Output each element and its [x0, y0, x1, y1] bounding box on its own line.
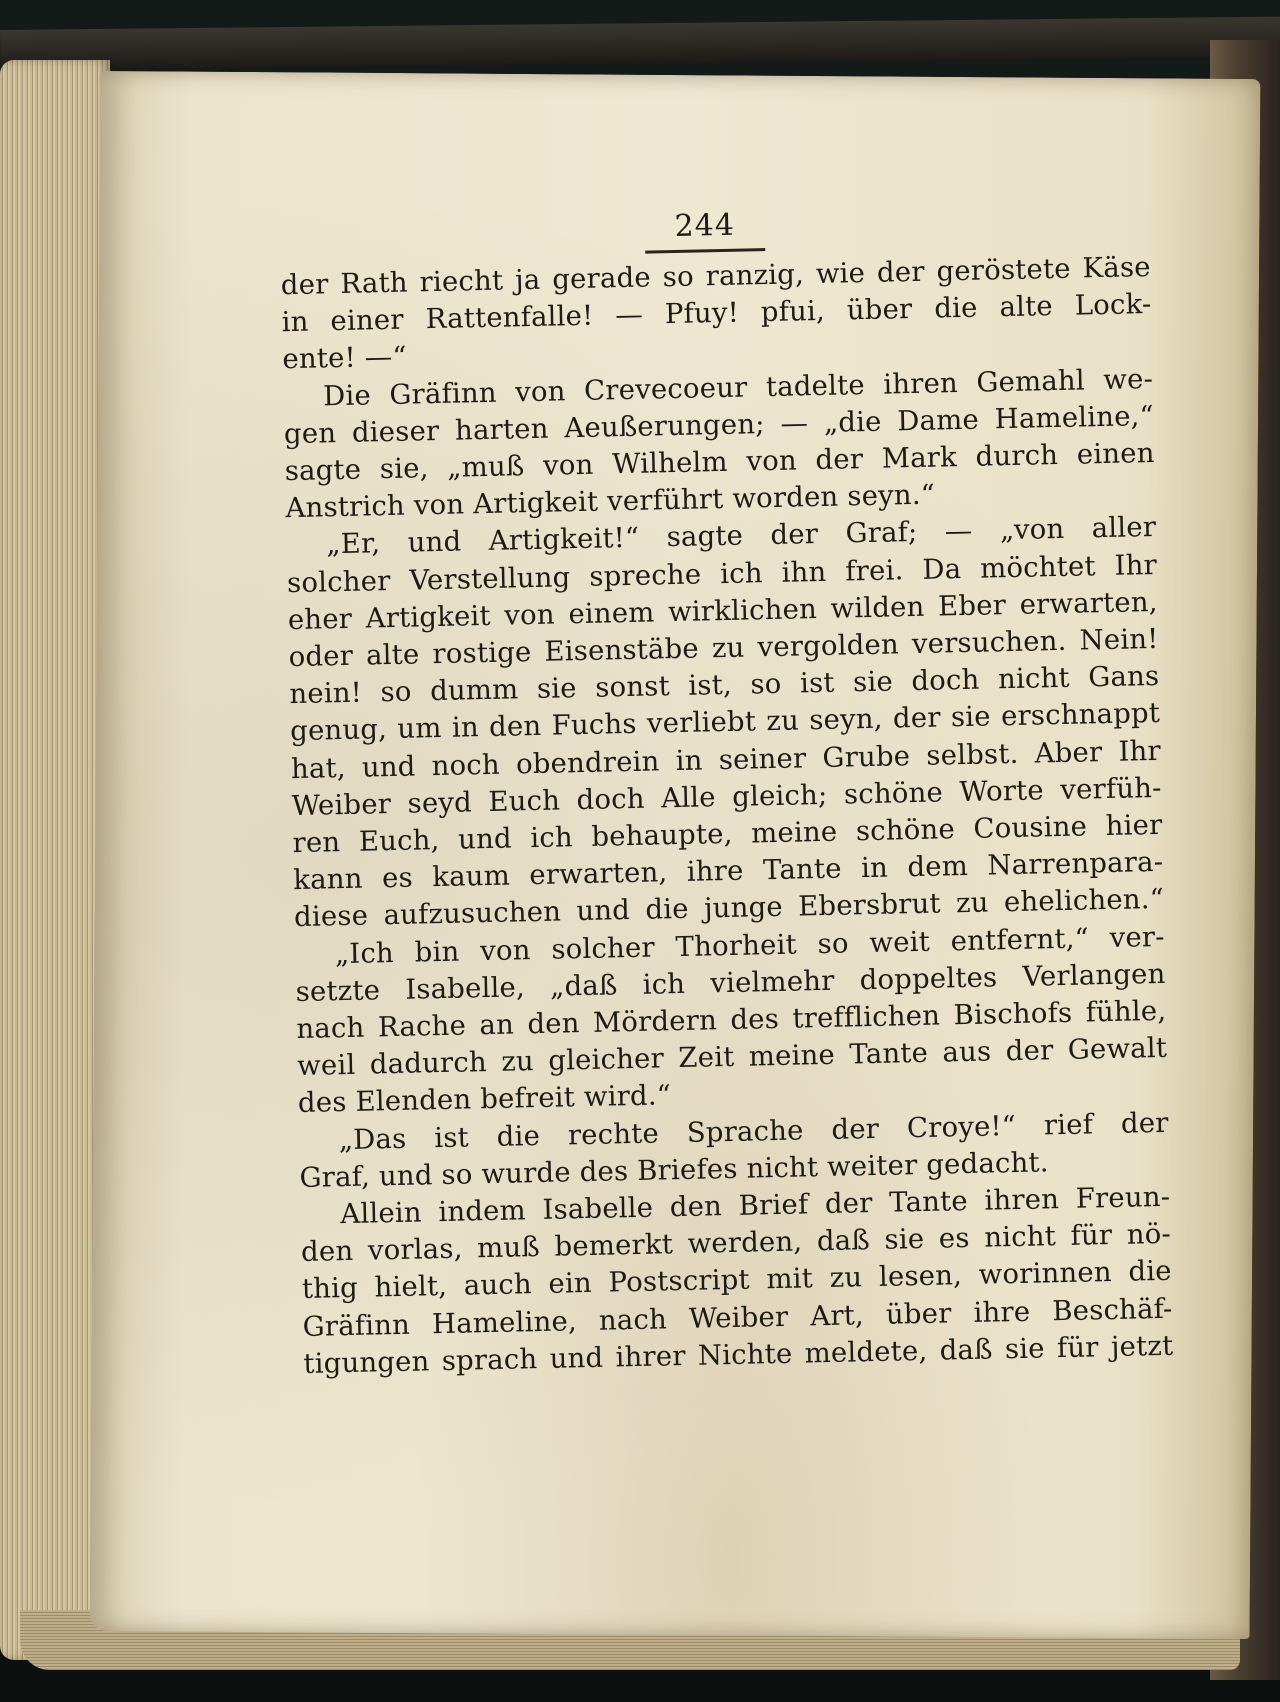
text-line: ente! —“: [282, 340, 407, 376]
text-line: der Rath riecht ja gerade so ranzig, wie der geröstete Käse: [280, 250, 1152, 302]
text-line: hat, und noch obendrein in seiner Grube selbst. Aber Ihr: [290, 734, 1162, 785]
page-number: 244: [644, 207, 765, 254]
text-line: „Das ist die rechte Sprache der Croye!“ rief der: [338, 1106, 1169, 1156]
text-line: in einer Rattenfalle! — Pfuy! pfui, über die alte Lock-: [281, 288, 1152, 339]
text-line: oder alte rostige Eisenstäbe zu vergolden versuchen. Nein!: [288, 622, 1159, 674]
text-line: ren Euch, und ich behaupte, meine schöne Cousine hier: [292, 808, 1163, 860]
text-line: diese aufzusuchen und die junge Ebersbrut zu ehelichen.“: [293, 883, 1165, 934]
text-line: des Elenden befreit wird.“: [297, 1079, 672, 1120]
text-line: Die Gräfinn von Crevecoeur tadelte ihren Gemahl we-: [322, 362, 1154, 412]
text-line: Allein indem Isabelle den Brief der Tante ihren Freun-: [340, 1180, 1171, 1231]
text-line: nein! so dumm sie sonst ist, so ist sie doch nicht Gans: [289, 660, 1160, 711]
text-line: genug, um in den Fuchs verliebt zu seyn, der sie erschnappt: [289, 697, 1161, 748]
book-cover-top-edge: [0, 17, 1280, 70]
text-line: weil dadurch zu gleicher Zeit meine Tante aus der Gewalt: [296, 1032, 1168, 1083]
text-line: Weiber seyd Euch doch Alle gleich; schöne Worte verfüh-: [291, 771, 1162, 822]
text-line: „Er, und Artigkeit!“ sagte der Graf; — „von aller: [325, 511, 1157, 561]
text-line: kann es kaum erwarten, ihre Tante in dem Narrenpara-: [292, 846, 1164, 897]
text-line: thig hielt, auch ein Postscript mit zu lesen, worinnen die: [301, 1255, 1173, 1306]
text-line: Anstrich von Artigkeit verführt worden seyn.“: [285, 478, 936, 525]
text-line: eher Artigkeit von einem wirklichen wilden Eber erwarten,: [287, 585, 1159, 636]
text-lines: [280, 249, 1173, 1383]
text-line: sagte sie, „muß von Wilhelm von der Mark durch einen: [284, 436, 1155, 488]
book-page: [90, 71, 1261, 1639]
text-line: gen dieser harten Aeußerungen; — „die Dame Hameline,“: [283, 399, 1155, 450]
text-line: Gräfinn Hameline, nach Weiber Art, über ihre Beschäf-: [302, 1292, 1173, 1343]
text-line: Graf, und so wurde des Briefes nicht weiter gedacht.: [299, 1146, 1050, 1194]
text-line: nach Rache an den Mördern des trefflichen Bischofs fühle,: [296, 994, 1167, 1046]
text-line: den vorlas, muß bemerkt werden, daß sie es nicht für nö-: [300, 1218, 1172, 1269]
text-line: „Ich bin von solcher Thorheit so weit entfernt,“ ver-: [334, 920, 1166, 970]
page-text-block: [279, 199, 1173, 1383]
text-line: solcher Verstellung spreche ich ihn frei. Da möchtet Ihr: [286, 548, 1158, 599]
text-line: tigungen sprach und ihrer Nichte meldete, daß sie für jetzt: [303, 1329, 1174, 1380]
text-line: setzte Isabelle, „daß ich vielmehr doppeltes Verlangen: [295, 957, 1166, 1008]
